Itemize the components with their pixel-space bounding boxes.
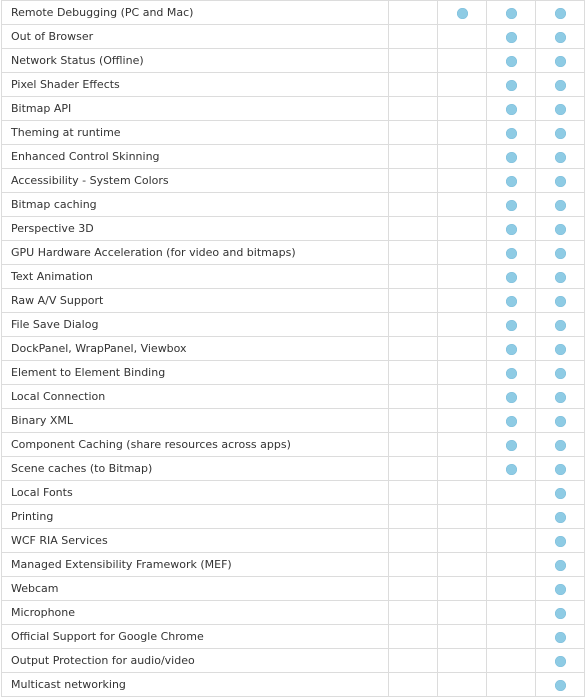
feature-name: Webcam [2,577,389,601]
supported-dot-icon [555,656,566,667]
table-row [2,649,585,673]
supported-dot-icon [555,392,566,403]
support-cell [536,433,585,457]
support-cell [536,193,585,217]
support-cell [438,49,487,73]
feature-name: Output Protection for audio/video [2,649,389,673]
support-cell [487,505,536,529]
support-cell [389,481,438,505]
supported-dot-icon [555,296,566,307]
support-cell [487,145,536,169]
table-row [2,673,585,697]
support-cell [536,313,585,337]
support-cell [389,649,438,673]
support-cell [438,433,487,457]
support-cell [487,361,536,385]
supported-dot-icon [506,224,517,235]
support-cell [438,457,487,481]
support-cell [536,649,585,673]
table-row [2,97,585,121]
support-cell [438,145,487,169]
support-cell [438,1,487,25]
support-cell [487,577,536,601]
feature-name: Remote Debugging (PC and Mac) [2,1,389,25]
feature-name: Pixel Shader Effects [2,73,389,97]
table-row [2,625,585,649]
support-cell [389,385,438,409]
support-cell [438,97,487,121]
support-cell [438,289,487,313]
feature-name: Microphone [2,601,389,625]
supported-dot-icon [506,80,517,91]
supported-dot-icon [457,8,468,19]
support-cell [487,1,536,25]
feature-name: Local Fonts [2,481,389,505]
table-row [2,25,585,49]
supported-dot-icon [555,464,566,475]
support-cell [487,529,536,553]
support-cell [438,121,487,145]
support-cell [487,313,536,337]
support-cell [389,505,438,529]
supported-dot-icon [506,8,517,19]
support-cell [536,289,585,313]
feature-name: GPU Hardware Acceleration (for video and bitmaps) [2,241,389,265]
supported-dot-icon [506,56,517,67]
supported-dot-icon [506,272,517,283]
feature-name: File Save Dialog [2,313,389,337]
supported-dot-icon [555,368,566,379]
table-row [2,121,585,145]
support-cell [487,553,536,577]
supported-dot-icon [555,248,566,259]
support-cell [389,169,438,193]
support-cell [487,73,536,97]
feature-name: Out of Browser [2,25,389,49]
support-cell [389,337,438,361]
support-cell [536,385,585,409]
support-cell [389,241,438,265]
support-cell [438,265,487,289]
support-cell [536,625,585,649]
table-row [2,169,585,193]
feature-comparison-table [1,0,585,697]
support-cell [487,409,536,433]
supported-dot-icon [506,248,517,259]
feature-name: Printing [2,505,389,529]
support-cell [438,241,487,265]
support-cell [536,121,585,145]
table-row [2,73,585,97]
supported-dot-icon [555,152,566,163]
feature-name: Element to Element Binding [2,361,389,385]
support-cell [389,601,438,625]
support-cell [438,649,487,673]
supported-dot-icon [555,584,566,595]
feature-name: Multicast networking [2,673,389,697]
support-cell [487,193,536,217]
support-cell [487,217,536,241]
feature-name: Theming at runtime [2,121,389,145]
supported-dot-icon [506,104,517,115]
supported-dot-icon [555,512,566,523]
table-row [2,265,585,289]
support-cell [389,625,438,649]
supported-dot-icon [506,368,517,379]
supported-dot-icon [506,416,517,427]
feature-name: Local Connection [2,385,389,409]
support-cell [536,241,585,265]
supported-dot-icon [506,440,517,451]
feature-table-body [2,1,585,697]
support-cell [438,673,487,697]
table-row [2,553,585,577]
feature-name: Accessibility - System Colors [2,169,389,193]
support-cell [438,361,487,385]
supported-dot-icon [555,80,566,91]
support-cell [487,25,536,49]
feature-name: Managed Extensibility Framework (MEF) [2,553,389,577]
supported-dot-icon [506,200,517,211]
support-cell [389,457,438,481]
supported-dot-icon [506,296,517,307]
support-cell [389,553,438,577]
support-cell [487,121,536,145]
support-cell [536,529,585,553]
support-cell [487,385,536,409]
support-cell [487,97,536,121]
supported-dot-icon [555,56,566,67]
supported-dot-icon [555,416,566,427]
feature-name: Raw A/V Support [2,289,389,313]
support-cell [536,409,585,433]
table-row [2,289,585,313]
support-cell [389,529,438,553]
support-cell [487,601,536,625]
support-cell [487,169,536,193]
supported-dot-icon [555,632,566,643]
supported-dot-icon [506,344,517,355]
table-row [2,193,585,217]
supported-dot-icon [506,32,517,43]
feature-name: Official Support for Google Chrome [2,625,389,649]
support-cell [487,289,536,313]
support-cell [438,505,487,529]
supported-dot-icon [555,128,566,139]
support-cell [536,49,585,73]
supported-dot-icon [555,608,566,619]
supported-dot-icon [506,128,517,139]
support-cell [536,97,585,121]
support-cell [536,169,585,193]
support-cell [389,409,438,433]
support-cell [487,649,536,673]
feature-name: WCF RIA Services [2,529,389,553]
support-cell [438,217,487,241]
table-row [2,505,585,529]
support-cell [487,481,536,505]
support-cell [389,673,438,697]
feature-name: Text Animation [2,265,389,289]
support-cell [438,385,487,409]
table-row [2,409,585,433]
support-cell [389,121,438,145]
table-row [2,433,585,457]
support-cell [487,265,536,289]
support-cell [389,49,438,73]
supported-dot-icon [555,272,566,283]
feature-name: Binary XML [2,409,389,433]
supported-dot-icon [555,560,566,571]
support-cell [536,73,585,97]
support-cell [389,97,438,121]
support-cell [389,265,438,289]
table-row [2,481,585,505]
support-cell [487,457,536,481]
supported-dot-icon [506,392,517,403]
support-cell [389,193,438,217]
support-cell [536,265,585,289]
feature-name: Perspective 3D [2,217,389,241]
support-cell [536,361,585,385]
support-cell [487,625,536,649]
table-row [2,601,585,625]
support-cell [438,313,487,337]
support-cell [536,481,585,505]
support-cell [389,73,438,97]
support-cell [487,337,536,361]
feature-name: Enhanced Control Skinning [2,145,389,169]
support-cell [487,49,536,73]
support-cell [536,505,585,529]
feature-name: Bitmap API [2,97,389,121]
supported-dot-icon [555,104,566,115]
support-cell [389,577,438,601]
supported-dot-icon [506,320,517,331]
table-row [2,457,585,481]
support-cell [438,25,487,49]
support-cell [536,1,585,25]
support-cell [536,673,585,697]
supported-dot-icon [555,200,566,211]
feature-name: Network Status (Offline) [2,49,389,73]
support-cell [536,457,585,481]
support-cell [389,25,438,49]
support-cell [536,25,585,49]
supported-dot-icon [555,32,566,43]
table-row [2,1,585,25]
support-cell [536,577,585,601]
supported-dot-icon [555,320,566,331]
support-cell [438,553,487,577]
supported-dot-icon [555,344,566,355]
feature-name: Component Caching (share resources across apps) [2,433,389,457]
support-cell [438,73,487,97]
support-cell [487,241,536,265]
feature-name: Bitmap caching [2,193,389,217]
supported-dot-icon [506,464,517,475]
support-cell [438,601,487,625]
support-cell [536,337,585,361]
support-cell [389,217,438,241]
support-cell [438,337,487,361]
support-cell [389,1,438,25]
table-row [2,337,585,361]
support-cell [536,217,585,241]
support-cell [438,169,487,193]
supported-dot-icon [506,152,517,163]
support-cell [389,313,438,337]
supported-dot-icon [555,224,566,235]
support-cell [438,481,487,505]
table-row [2,529,585,553]
support-cell [389,361,438,385]
support-cell [438,577,487,601]
table-row [2,577,585,601]
support-cell [487,673,536,697]
support-cell [389,289,438,313]
supported-dot-icon [555,488,566,499]
support-cell [536,145,585,169]
supported-dot-icon [506,176,517,187]
table-row [2,241,585,265]
table-row [2,145,585,169]
table-row [2,217,585,241]
feature-name: DockPanel, WrapPanel, Viewbox [2,337,389,361]
support-cell [536,601,585,625]
support-cell [536,553,585,577]
supported-dot-icon [555,176,566,187]
support-cell [487,433,536,457]
support-cell [438,193,487,217]
support-cell [438,529,487,553]
supported-dot-icon [555,536,566,547]
table-row [2,385,585,409]
supported-dot-icon [555,440,566,451]
support-cell [438,625,487,649]
table-row [2,49,585,73]
table-row [2,313,585,337]
support-cell [438,409,487,433]
support-cell [389,433,438,457]
feature-name: Scene caches (to Bitmap) [2,457,389,481]
supported-dot-icon [555,680,566,691]
support-cell [389,145,438,169]
table-row [2,361,585,385]
supported-dot-icon [555,8,566,19]
